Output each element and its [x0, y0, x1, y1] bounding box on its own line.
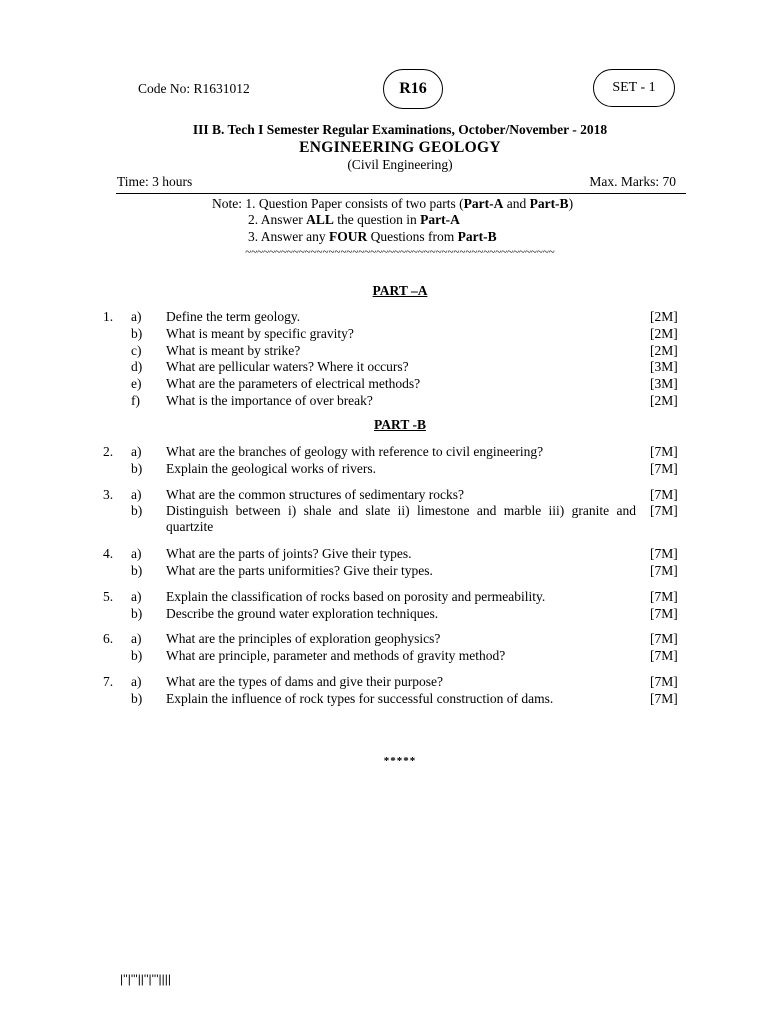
question-marks: [3M] — [650, 376, 678, 391]
question-number: 2. — [103, 444, 114, 459]
sub-label: a) — [131, 674, 142, 689]
question-text: What are the common structures of sedimentary rocks? — [166, 487, 465, 502]
question-row — [0, 444, 768, 461]
branch-name: (Civil Engineering) — [347, 157, 453, 172]
sub-label: a) — [131, 631, 142, 646]
sub-label: e) — [131, 376, 142, 391]
question-row — [0, 343, 768, 360]
question-row — [0, 631, 768, 648]
question-marks: [2M] — [650, 393, 678, 408]
question-row — [0, 326, 768, 343]
tilde-divider: ~~~~~~~~~~~~~~~~~~~~~~~~~~~~~~~~~~~~~~~~~~~~~~~~~~~~ — [245, 246, 555, 258]
question-text: What are the parts of joints? Give their types. — [166, 546, 412, 561]
note-bold: FOUR — [329, 229, 368, 244]
sub-label: b) — [131, 691, 143, 706]
question-row — [0, 606, 768, 623]
note-line-1 — [212, 196, 573, 212]
regulation-badge — [383, 69, 443, 109]
question-row — [0, 674, 768, 691]
note-bold: ALL — [306, 212, 334, 227]
note-text: ) — [568, 196, 574, 211]
note-bold: Part-B — [457, 229, 497, 244]
code-number: Code No: R1631012 — [138, 81, 250, 96]
question-text: What are principle, parameter and methods of gravity method? — [166, 648, 506, 663]
question-row — [0, 691, 768, 708]
question-number: 4. — [103, 546, 114, 561]
question-text: What are the branches of geology with reference to civil engineering? — [166, 444, 544, 459]
note-text: 3. Answer any — [248, 229, 329, 244]
question-text: What are pellicular waters? Where it occurs? — [166, 359, 409, 374]
question-marks: [7M] — [650, 487, 678, 502]
sub-label: b) — [131, 648, 143, 663]
question-row — [0, 503, 768, 537]
question-row — [0, 589, 768, 606]
note-bold: Part-A — [463, 196, 504, 211]
question-row — [0, 648, 768, 665]
question-marks: [7M] — [650, 589, 678, 604]
note-line-2 — [248, 212, 460, 228]
sub-label: b) — [131, 503, 143, 518]
question-number: 7. — [103, 674, 114, 689]
question-row — [0, 487, 768, 504]
question-marks: [3M] — [650, 359, 678, 374]
question-text: Describe the ground water exploration techniques. — [166, 606, 439, 621]
question-marks: [7M] — [650, 606, 678, 621]
question-row — [0, 376, 768, 393]
question-marks: [7M] — [650, 631, 678, 646]
question-marks: [2M] — [650, 343, 678, 358]
sub-label: c) — [131, 343, 142, 358]
question-row — [0, 309, 768, 326]
sub-label: a) — [131, 309, 142, 324]
question-marks: [7M] — [650, 674, 678, 689]
note-text: Questions from — [367, 229, 458, 244]
exam-duration: Time: 3 hours — [117, 174, 193, 189]
sub-label: d) — [131, 359, 143, 374]
barcode-text: |''|'''||''|'''|||| — [120, 972, 171, 986]
question-text: What are the types of dams and give their purpose? — [166, 674, 444, 689]
question-number: 6. — [103, 631, 114, 646]
part-b-heading: PART -B — [374, 417, 426, 432]
sub-label: b) — [131, 606, 143, 621]
question-text: What are the principles of exploration geophysics? — [166, 631, 441, 646]
question-row — [0, 563, 768, 580]
header-divider — [116, 193, 686, 194]
question-marks: [7M] — [650, 461, 678, 476]
question-marks: [2M] — [650, 326, 678, 341]
sub-label: a) — [131, 546, 142, 561]
part-a-heading: PART –A — [372, 283, 428, 298]
question-row — [0, 393, 768, 410]
sub-label: a) — [131, 487, 142, 502]
regulation-label: R16 — [399, 80, 427, 97]
question-text: Define the term geology. — [166, 309, 301, 324]
question-text: Explain the classification of rocks based on porosity and permeability. — [166, 589, 546, 604]
question-marks: [7M] — [650, 648, 678, 663]
question-text: What is the importance of over break? — [166, 393, 373, 408]
note-text: the question in — [333, 212, 421, 227]
question-text: Explain the influence of rock types for successful construction of dams. — [166, 691, 554, 706]
sub-label: a) — [131, 589, 142, 604]
question-text: What is meant by specific gravity? — [166, 326, 354, 341]
question-number: 5. — [103, 589, 114, 604]
question-text: What are the parameters of electrical methods? — [166, 376, 421, 391]
question-number: 3. — [103, 487, 114, 502]
note-text: Note: 1. Question Paper consists of two parts ( — [212, 196, 464, 211]
question-marks: [7M] — [650, 546, 678, 561]
sub-label: a) — [131, 444, 142, 459]
question-row — [0, 546, 768, 563]
set-label: SET - 1 — [612, 80, 656, 95]
set-badge — [593, 69, 675, 107]
question-text: What are the parts uniformities? Give their types. — [166, 563, 433, 578]
max-marks: Max. Marks: 70 — [589, 174, 676, 189]
subject-title: ENGINEERING GEOLOGY — [299, 139, 501, 156]
end-stars: ***** — [383, 755, 417, 767]
question-marks: [7M] — [650, 444, 678, 459]
sub-label: f) — [131, 393, 140, 408]
question-row — [0, 359, 768, 376]
question-text: Distinguish between i) shale and slate ii) limestone and marble iii) granite and quartzite — [166, 503, 636, 534]
question-text: Explain the geological works of rivers. — [166, 461, 376, 476]
question-number: 1. — [103, 309, 114, 324]
sub-label: b) — [131, 326, 143, 341]
note-line-3 — [248, 229, 497, 245]
question-marks: [7M] — [650, 691, 678, 706]
note-bold: Part-A — [420, 212, 460, 227]
exam-title: III B. Tech I Semester Regular Examinations, October/November - 2018 — [192, 122, 608, 137]
question-marks: [7M] — [650, 503, 678, 518]
question-text: What is meant by strike? — [166, 343, 301, 358]
sub-label: b) — [131, 461, 143, 476]
note-text: 2. Answer — [248, 212, 307, 227]
question-marks: [2M] — [650, 309, 678, 324]
note-text: and — [503, 196, 530, 211]
question-row — [0, 461, 768, 478]
question-marks: [7M] — [650, 563, 678, 578]
sub-label: b) — [131, 563, 143, 578]
note-bold: Part-B — [529, 196, 569, 211]
